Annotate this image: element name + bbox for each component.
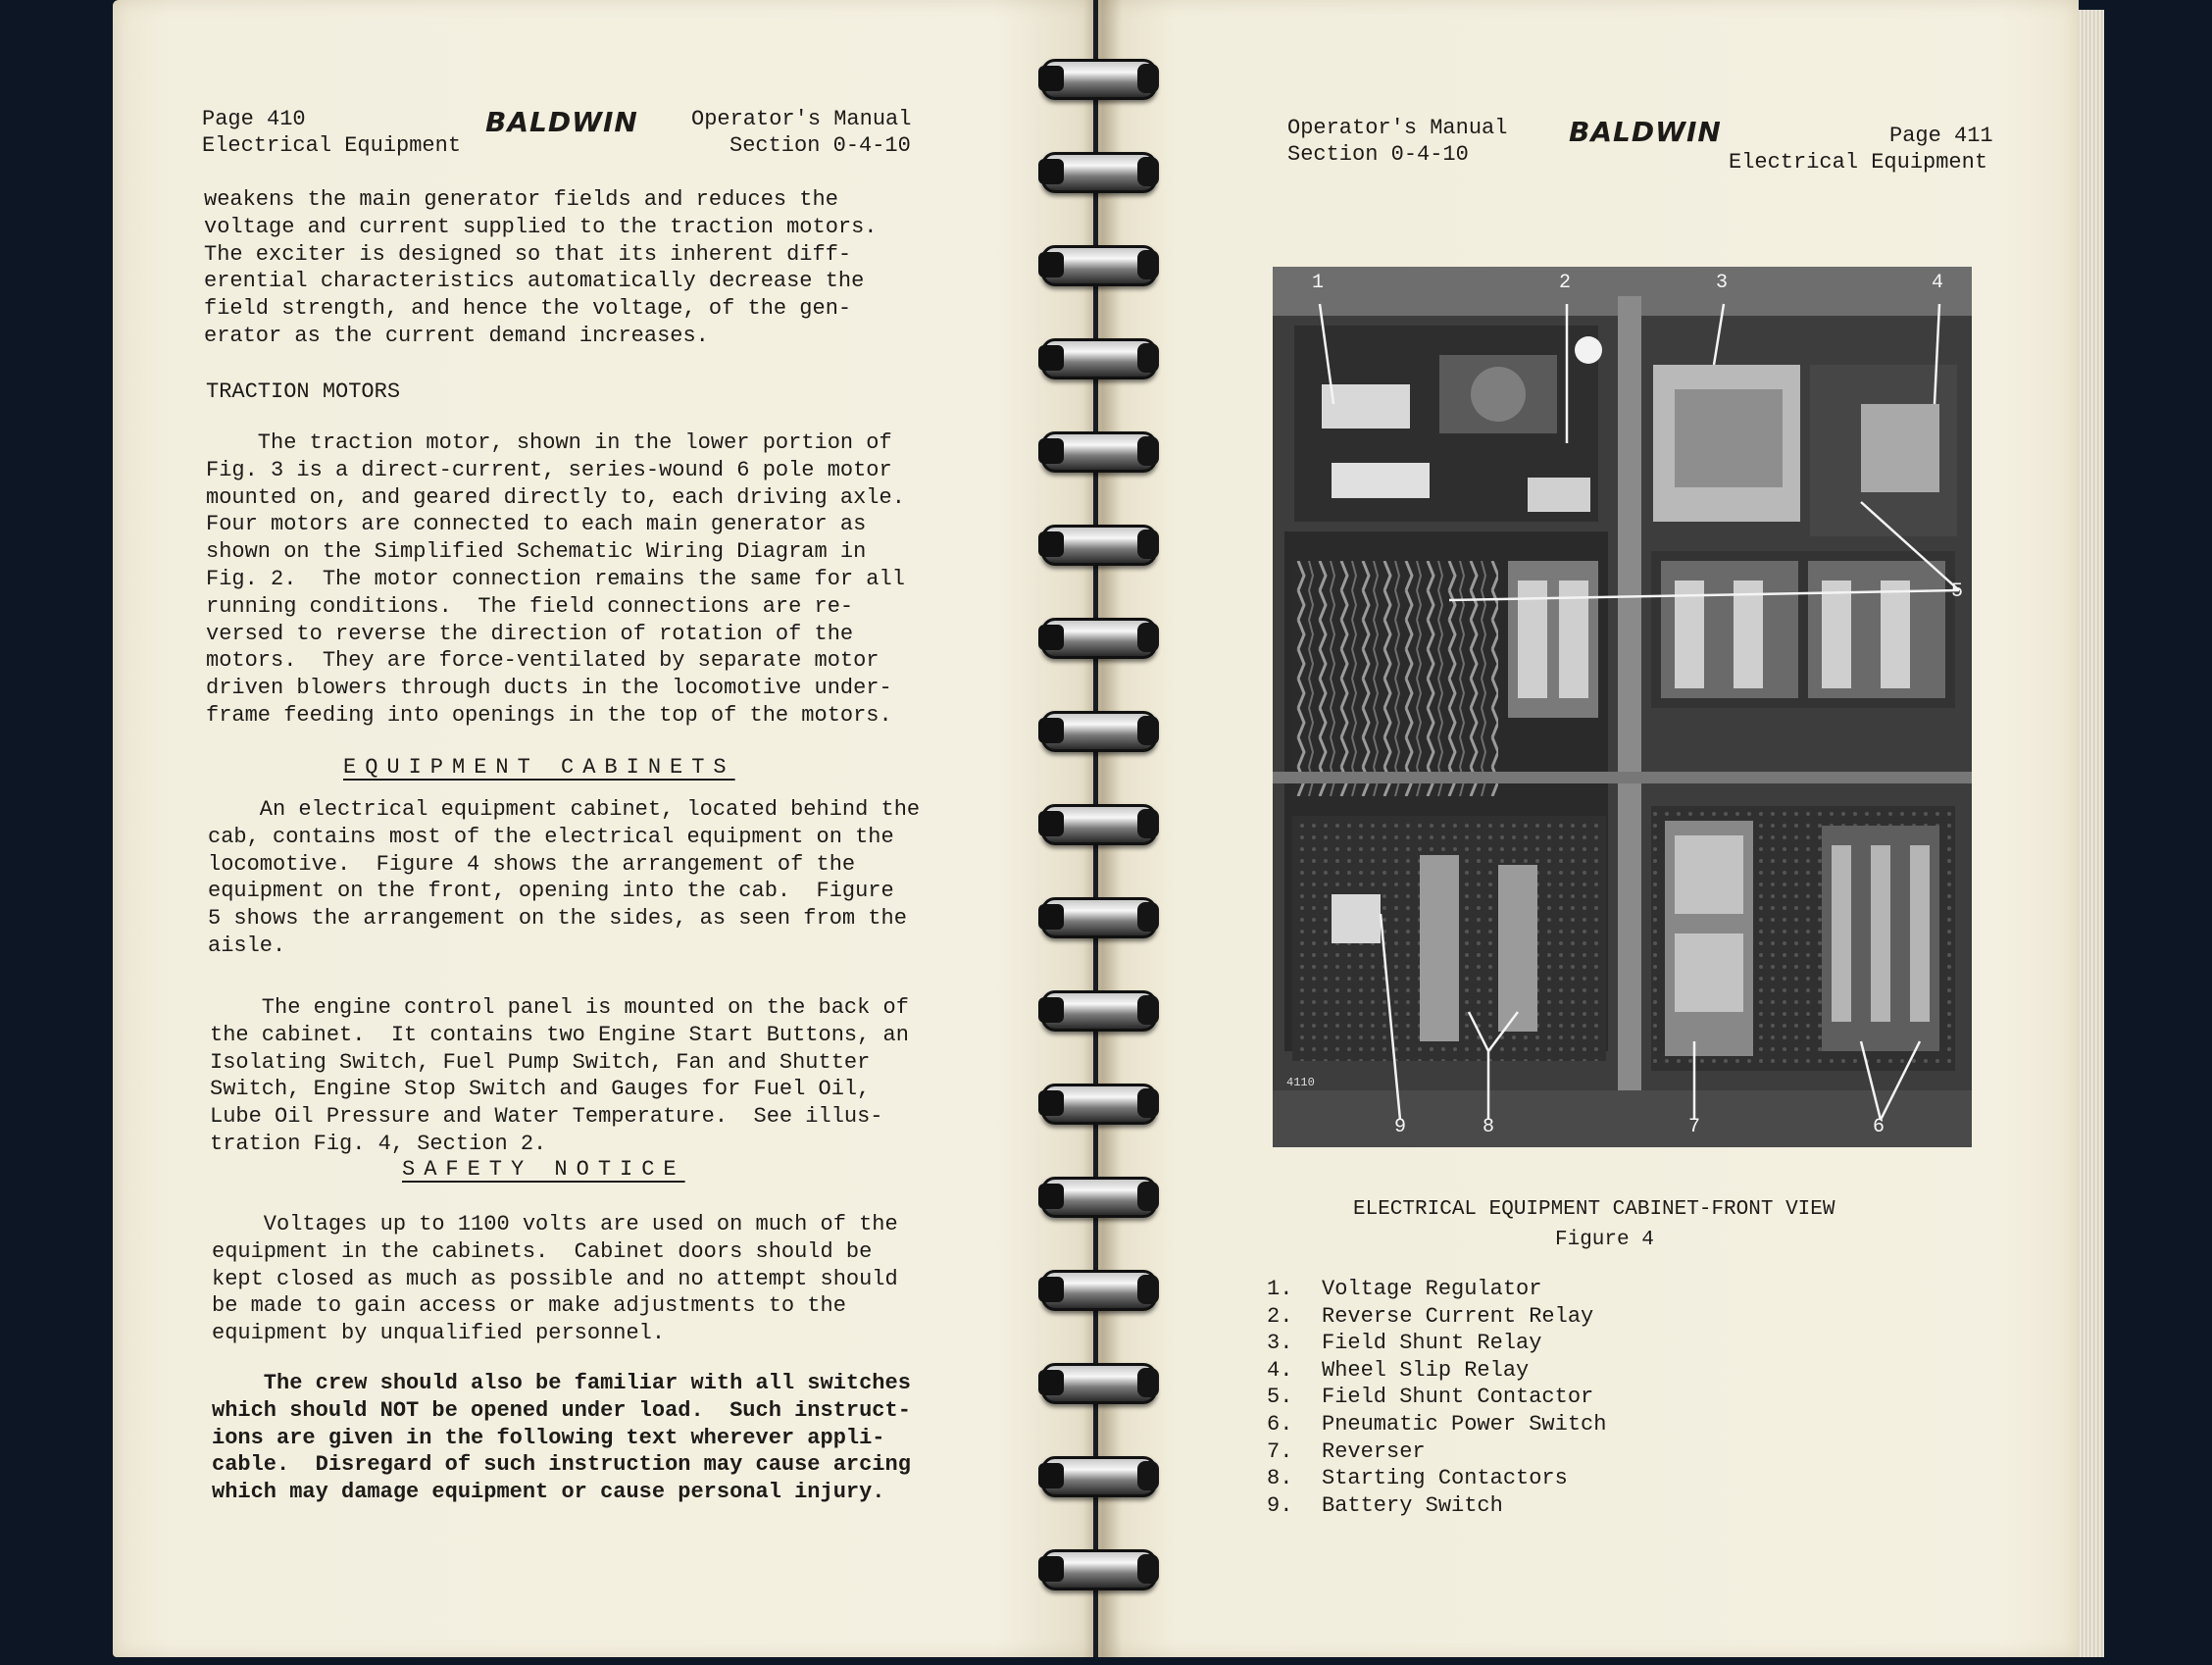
legend-label: Field Shunt Contactor — [1322, 1385, 1594, 1410]
legend-number: 1. — [1267, 1277, 1293, 1301]
body-paragraph: The engine control panel is mounted on the back of the cabinet. It contains two Engine Start Buttons, an Isolating Switch, Fuel Pump Switch, Fan and Shutter Switch, Engine Stop Switch and Gauges for Fuel Oil, Lube Oil Pressure and Water Temperature. See illus- tration Fig. 4, Section 2. — [210, 995, 909, 1156]
legend-label: Reverser — [1322, 1438, 1426, 1464]
callout-label: 6 — [1873, 1116, 1885, 1138]
body-paragraph: Voltages up to 1100 volts are used on much of the equipment in the cabinets. Cabinet doors should be kept closed as much as possible and no attempt should be made to gain access or make adjustments to the equipment by unqualified personnel. — [212, 1212, 898, 1346]
binding-coil — [1041, 711, 1157, 752]
callout-label: 5 — [1951, 580, 1964, 603]
binding-coil — [1041, 1363, 1157, 1404]
legend-label: Field Shunt Relay — [1322, 1331, 1542, 1356]
binding-coil — [1041, 338, 1157, 379]
binding-coil — [1041, 245, 1157, 286]
binding-coil — [1041, 1270, 1157, 1311]
figure-legend — [1267, 1276, 1606, 1519]
figure-caption-title: ELECTRICAL EQUIPMENT CABINET-FRONT VIEW — [1353, 1198, 1835, 1221]
legend-item — [1267, 1276, 1606, 1303]
legend-item — [1267, 1411, 1606, 1438]
binding-coil — [1041, 1084, 1157, 1125]
legend-number: 8. — [1267, 1466, 1293, 1491]
binding-coil — [1041, 152, 1157, 193]
legend-label: Reverse Current Relay — [1322, 1303, 1594, 1329]
legend-label: Voltage Regulator — [1322, 1277, 1542, 1301]
legend-label: Pneumatic Power Switch — [1322, 1411, 1607, 1437]
cabinet-photo — [1273, 267, 1972, 1147]
legend-item — [1267, 1357, 1606, 1385]
brand-logo: BALDWIN — [485, 106, 638, 138]
page-number: Page 411 — [1889, 124, 1993, 148]
section-label: Electrical Equipment — [202, 133, 462, 158]
section-number: Section 0-4-10 — [1287, 142, 1469, 167]
callout-label: 4 — [1932, 272, 1944, 294]
legend-number: 6. — [1267, 1411, 1293, 1437]
page-number: Page 410 — [202, 107, 306, 131]
legend-number: 4. — [1267, 1357, 1293, 1383]
legend-number: 3. — [1267, 1331, 1293, 1356]
legend-item — [1267, 1492, 1606, 1520]
manual-label: Operator's Manual — [1287, 116, 1508, 140]
binding-coil — [1041, 897, 1157, 938]
binding-coil — [1041, 804, 1157, 845]
body-paragraph: The traction motor, shown in the lower portion of Fig. 3 is a direct-current, series-wound 6 pole motor mounted on, and geared directly to, each driving axle. Four motors are connected to each main generator as shown on the Simplified Schematic Wiring Diagram in Fig. 2. The motor connection remains the same for all running conditions. The field connections are re- versed to reverse the direction of rotation of the motors. They are force-ventilated by separate motor driven blowers through ducts in the locomotive under- frame feeding into openings in the top of the motors. — [206, 430, 905, 728]
legend-label: Wheel Slip Relay — [1322, 1357, 1530, 1383]
photo-number: 4110 — [1286, 1076, 1315, 1089]
body-paragraph: The crew should also be familiar with all switches which should NOT be opened under load. Such instruct- ions are given in the following text wherever appli- cable. Disregard of such instruction may cause arcing which may damage equipment or cause personal injury. — [212, 1371, 911, 1505]
section-number: Section 0-4-10 — [729, 133, 911, 158]
callout-label: 7 — [1688, 1116, 1701, 1138]
binding-coil — [1041, 525, 1157, 566]
legend-item — [1267, 1438, 1606, 1466]
legend-number: 2. — [1267, 1303, 1293, 1329]
callout-label: 1 — [1312, 272, 1325, 294]
body-paragraph: An electrical equipment cabinet, located behind the cab, contains most of the electrical equipment on the locomotive. Figure 4 shows the arrangement of the equipment on the front, opening into the cab. Figure 5 shows the arrangement on the sides, as seen from the aisle. — [208, 797, 921, 958]
legend-label: Starting Contactors — [1322, 1466, 1568, 1491]
binding-coil — [1041, 59, 1157, 100]
callout-label: 9 — [1394, 1116, 1407, 1138]
callout-label: 2 — [1559, 272, 1572, 294]
page-edges — [2079, 10, 2104, 1657]
legend-item — [1267, 1465, 1606, 1492]
brand-logo: BALDWIN — [1569, 116, 1722, 148]
binding-coil — [1041, 431, 1157, 473]
binding-coil — [1041, 618, 1157, 659]
legend-label: Battery Switch — [1322, 1492, 1503, 1518]
legend-number: 5. — [1267, 1385, 1293, 1410]
legend-item — [1267, 1330, 1606, 1357]
binding-coil — [1041, 1549, 1157, 1590]
legend-item — [1267, 1384, 1606, 1411]
binding-coil — [1041, 1177, 1157, 1218]
legend-item — [1267, 1303, 1606, 1331]
section-heading-safety-notice: SAFETY NOTICE — [402, 1157, 685, 1182]
callout-label: 3 — [1716, 272, 1729, 294]
binding-coil — [1041, 990, 1157, 1032]
body-paragraph: weakens the main generator fields and reduces the voltage and current supplied to the traction motors. The exciter is designed so that its inherent diff- erential characteristics automatically decrease the field strength, and hence the voltage, of the gen- erator as the current demand increases. — [204, 187, 878, 348]
manual-label: Operator's Manual — [691, 107, 912, 131]
legend-number: 9. — [1267, 1492, 1293, 1518]
section-label: Electrical Equipment — [1729, 150, 1988, 175]
section-heading-equipment-cabinets: EQUIPMENT CABINETS — [343, 755, 735, 780]
figure-caption-number: Figure 4 — [1555, 1229, 1654, 1251]
legend-number: 7. — [1267, 1438, 1293, 1464]
section-heading-traction-motors: TRACTION MOTORS — [206, 379, 401, 404]
callout-label: 8 — [1483, 1116, 1495, 1138]
binding-coil — [1041, 1456, 1157, 1497]
